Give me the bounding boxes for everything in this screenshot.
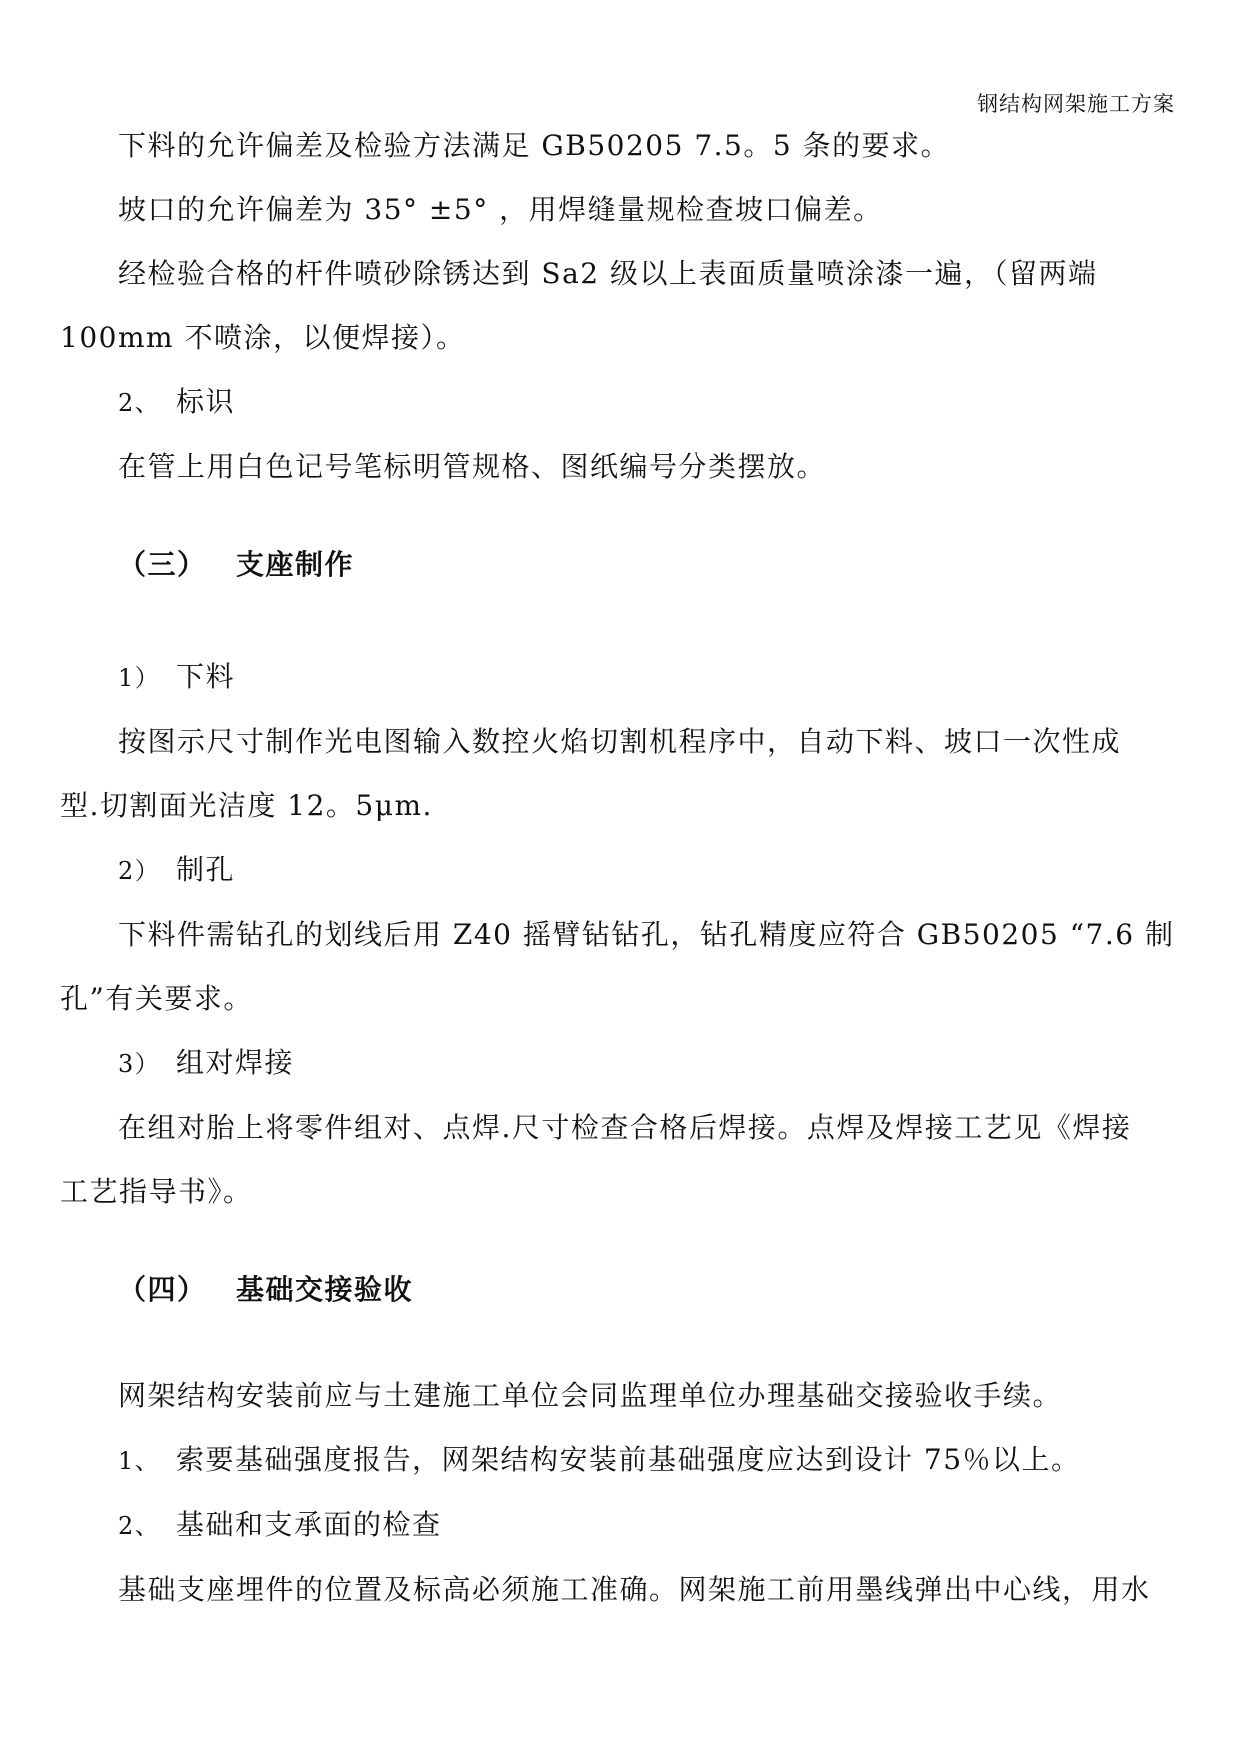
section-heading <box>60 533 1182 597</box>
list-label: 索要基础强度报告，网架结构安装前基础强度应达到设计 75％以上。 <box>176 1443 1081 1476</box>
list-number: 2、 <box>118 389 161 417</box>
section-number: （三） <box>118 548 207 581</box>
list-number: 2） <box>118 857 161 885</box>
paragraph-continuation: 工艺指导书》。 <box>60 1175 253 1208</box>
list-label: 制孔 <box>176 853 236 886</box>
paragraph: 网架结构安装前应与土建施工单位会同监理单位办理基础交接验收手续。 <box>118 1379 1063 1412</box>
list-number: 1、 <box>118 1447 161 1475</box>
list-item <box>60 1428 1182 1493</box>
list-item <box>60 1031 1182 1096</box>
paragraph: 在管上用白色记号笔标明管规格、图纸编号分类摆放。 <box>118 450 827 483</box>
running-header: 钢结构网架施工方案 <box>977 92 1175 116</box>
paragraph-continuation: 型.切割面光洁度 12。5μm. <box>60 789 433 822</box>
section-heading <box>60 1258 1182 1322</box>
list-number: 1） <box>118 664 161 692</box>
list-label: 基础和支承面的检查 <box>176 1508 442 1541</box>
paragraph: 基础支座埋件的位置及标高必须施工准确。网架施工前用墨线弹出中心线，用水 <box>118 1573 1151 1606</box>
list-label: 下料 <box>176 660 236 693</box>
list-label: 组对焊接 <box>176 1046 295 1079</box>
section-title: 基础交接验收 <box>236 1273 414 1306</box>
paragraph: 下料件需钻孔的划线后用 Z40 摇臂钻钻孔，钻孔精度应符合 GB50205 “7.6 制 <box>118 918 1175 951</box>
paragraph: 经检验合格的杆件喷砂除锈达到 Sa2 级以上表面质量喷涂漆一遍，（留两端 <box>118 257 1098 290</box>
list-number: 3） <box>118 1050 161 1078</box>
paragraph-continuation: 孔”有关要求。 <box>60 982 253 1015</box>
section-title: 支座制作 <box>236 548 355 581</box>
list-item <box>60 645 1182 710</box>
list-item <box>60 1493 1182 1558</box>
document-body <box>60 114 1182 1622</box>
list-item <box>60 838 1182 903</box>
paragraph: 下料的允许偏差及检验方法满足 GB50205 7.5。5 条的要求。 <box>118 129 951 162</box>
section-number: （四） <box>118 1273 207 1306</box>
paragraph-continuation: 100mm 不喷涂，以便焊接）。 <box>60 321 466 354</box>
paragraph: 在组对胎上将零件组对、点焊.尺寸检查合格后焊接。点焊及焊接工艺见《焊接 <box>118 1111 1132 1144</box>
paragraph: 坡口的允许偏差为 35° ±5° ，用焊缝量规检查坡口偏差。 <box>118 193 883 226</box>
list-number: 2、 <box>118 1512 161 1540</box>
paragraph: 按图示尺寸制作光电图输入数控火焰切割机程序中，自动下料、坡口一次性成 <box>118 725 1122 758</box>
list-label: 标识 <box>176 385 236 418</box>
list-item <box>60 370 1182 435</box>
